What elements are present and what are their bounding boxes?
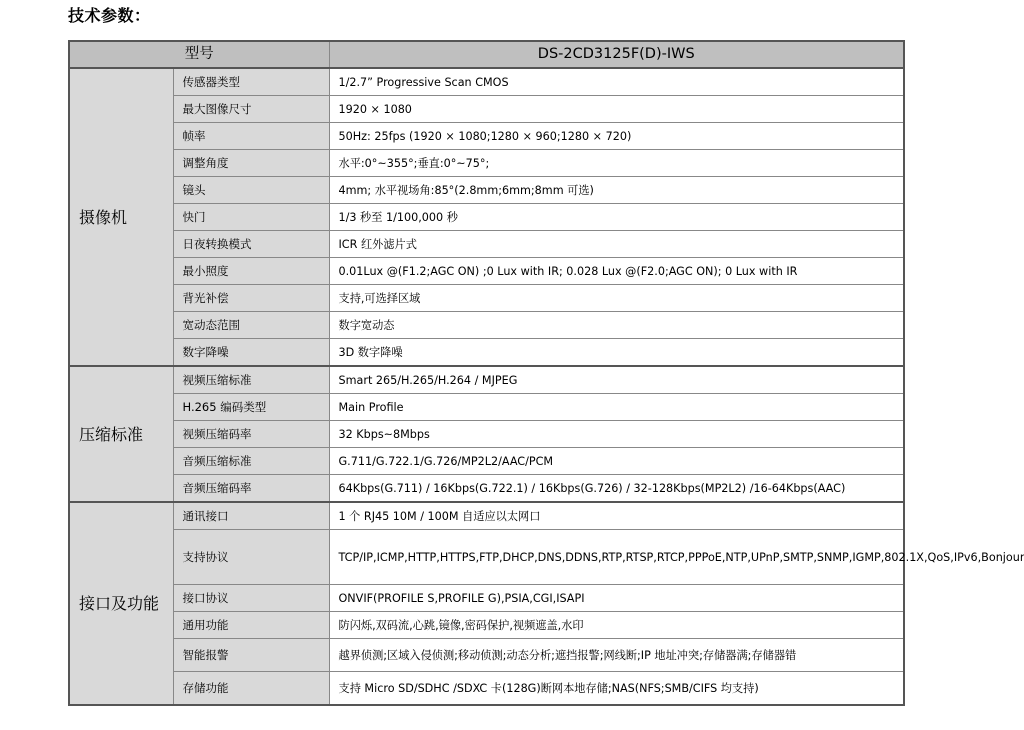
spec-label: 通讯接口 <box>173 502 329 530</box>
spec-value: TCP/IP,ICMP,HTTP,HTTPS,FTP,DHCP,DNS,DDNS,RTP,RTSP,RTCP,PPPoE,NTP,UPnP,SMTP,SNMP,IGMP,802.1X,QoS,IPv6,Bonjour <box>329 530 904 585</box>
spec-value: Main Profile <box>329 394 904 421</box>
spec-value: 4mm; 水平视场角:85°(2.8mm;6mm;8mm 可选) <box>329 177 904 204</box>
spec-value: 50Hz: 25fps (1920 × 1080;1280 × 960;1280 × 720) <box>329 123 904 150</box>
table-row <box>69 204 904 231</box>
table-row <box>69 177 904 204</box>
table-row <box>69 150 904 177</box>
spec-value: 1 个 RJ45 10M / 100M 自适应以太网口 <box>329 502 904 530</box>
table-row <box>69 96 904 123</box>
table-row <box>69 285 904 312</box>
group-name: 压缩标准 <box>69 366 173 502</box>
spec-label: 存储功能 <box>173 672 329 706</box>
table-row <box>69 448 904 475</box>
table-header-row <box>69 41 904 68</box>
spec-label: 音频压缩标准 <box>173 448 329 475</box>
table-row <box>69 231 904 258</box>
spec-value: 支持 Micro SD/SDHC /SDXC 卡(128G)断网本地存储;NAS(NFS;SMB/CIFS 均支持) <box>329 672 904 706</box>
spec-value: 支持,可选择区域 <box>329 285 904 312</box>
spec-value: G.711/G.722.1/G.726/MP2L2/AAC/PCM <box>329 448 904 475</box>
table-row <box>69 339 904 367</box>
spec-table <box>68 40 1024 706</box>
table-row <box>69 639 904 672</box>
page-title: 技术参数： <box>68 6 151 25</box>
table-row <box>69 421 904 448</box>
spec-value: 64Kbps(G.711) / 16Kbps(G.722.1) / 16Kbps(G.726) / 32-128Kbps(MP2L2) /16-64Kbps(AAC) <box>329 475 904 503</box>
spec-label: 传感器类型 <box>173 68 329 96</box>
spec-label: 支持协议 <box>173 530 329 585</box>
table-row <box>69 312 904 339</box>
spec-value: 防闪烁,双码流,心跳,镜像,密码保护,视频遮盖,水印 <box>329 612 904 639</box>
spec-label: 最小照度 <box>173 258 329 285</box>
spec-label: 智能报警 <box>173 639 329 672</box>
table-row <box>69 394 904 421</box>
spec-label: 数字降噪 <box>173 339 329 367</box>
spec-value: 0.01Lux @(F1.2;AGC ON) ;0 Lux with IR; 0.028 Lux @(F2.0;AGC ON); 0 Lux with IR <box>329 258 904 285</box>
table-row <box>69 672 904 706</box>
spec-label: 最大图像尺寸 <box>173 96 329 123</box>
table-row <box>69 612 904 639</box>
spec-label: 镜头 <box>173 177 329 204</box>
spec-label: H.265 编码类型 <box>173 394 329 421</box>
group-name: 摄像机 <box>69 68 173 366</box>
model-label: 型号 <box>69 41 329 68</box>
table-row <box>69 502 904 530</box>
spec-label: 帧率 <box>173 123 329 150</box>
table-row <box>69 123 904 150</box>
spec-value: 32 Kbps~8Mbps <box>329 421 904 448</box>
spec-label: 视频压缩码率 <box>173 421 329 448</box>
spec-label: 宽动态范围 <box>173 312 329 339</box>
spec-label: 日夜转换模式 <box>173 231 329 258</box>
spec-value: Smart 265/H.265/H.264 / MJPEG <box>329 366 904 394</box>
spec-label: 背光补偿 <box>173 285 329 312</box>
spec-label: 调整角度 <box>173 150 329 177</box>
spec-label: 音频压缩码率 <box>173 475 329 503</box>
group-name: 接口及功能 <box>69 502 173 705</box>
spec-value: ONVIF(PROFILE S,PROFILE G),PSIA,CGI,ISAPI <box>329 585 904 612</box>
table-row <box>69 258 904 285</box>
spec-value: 水平:0°~355°;垂直:0°~75°; <box>329 150 904 177</box>
table-row <box>69 585 904 612</box>
spec-value: 越界侦测;区域入侵侦测;移动侦测;动态分析;遮挡报警;网线断;IP 地址冲突;存储器满;存储器错 <box>329 639 904 672</box>
spec-value: 1/2.7” Progressive Scan CMOS <box>329 68 904 96</box>
table-row <box>69 475 904 503</box>
spec-value: 1/3 秒至 1/100,000 秒 <box>329 204 904 231</box>
spec-value: 1920 × 1080 <box>329 96 904 123</box>
table-row <box>69 366 904 394</box>
model-value: DS-2CD3125F(D)-IWS <box>329 41 904 68</box>
spec-label: 接口协议 <box>173 585 329 612</box>
spec-label: 视频压缩标准 <box>173 366 329 394</box>
spec-label: 快门 <box>173 204 329 231</box>
spec-value: 3D 数字降噪 <box>329 339 904 367</box>
spec-label: 通用功能 <box>173 612 329 639</box>
spec-value: ICR 红外滤片式 <box>329 231 904 258</box>
spec-value: 数字宽动态 <box>329 312 904 339</box>
table-row <box>69 530 904 585</box>
table-row <box>69 68 904 96</box>
